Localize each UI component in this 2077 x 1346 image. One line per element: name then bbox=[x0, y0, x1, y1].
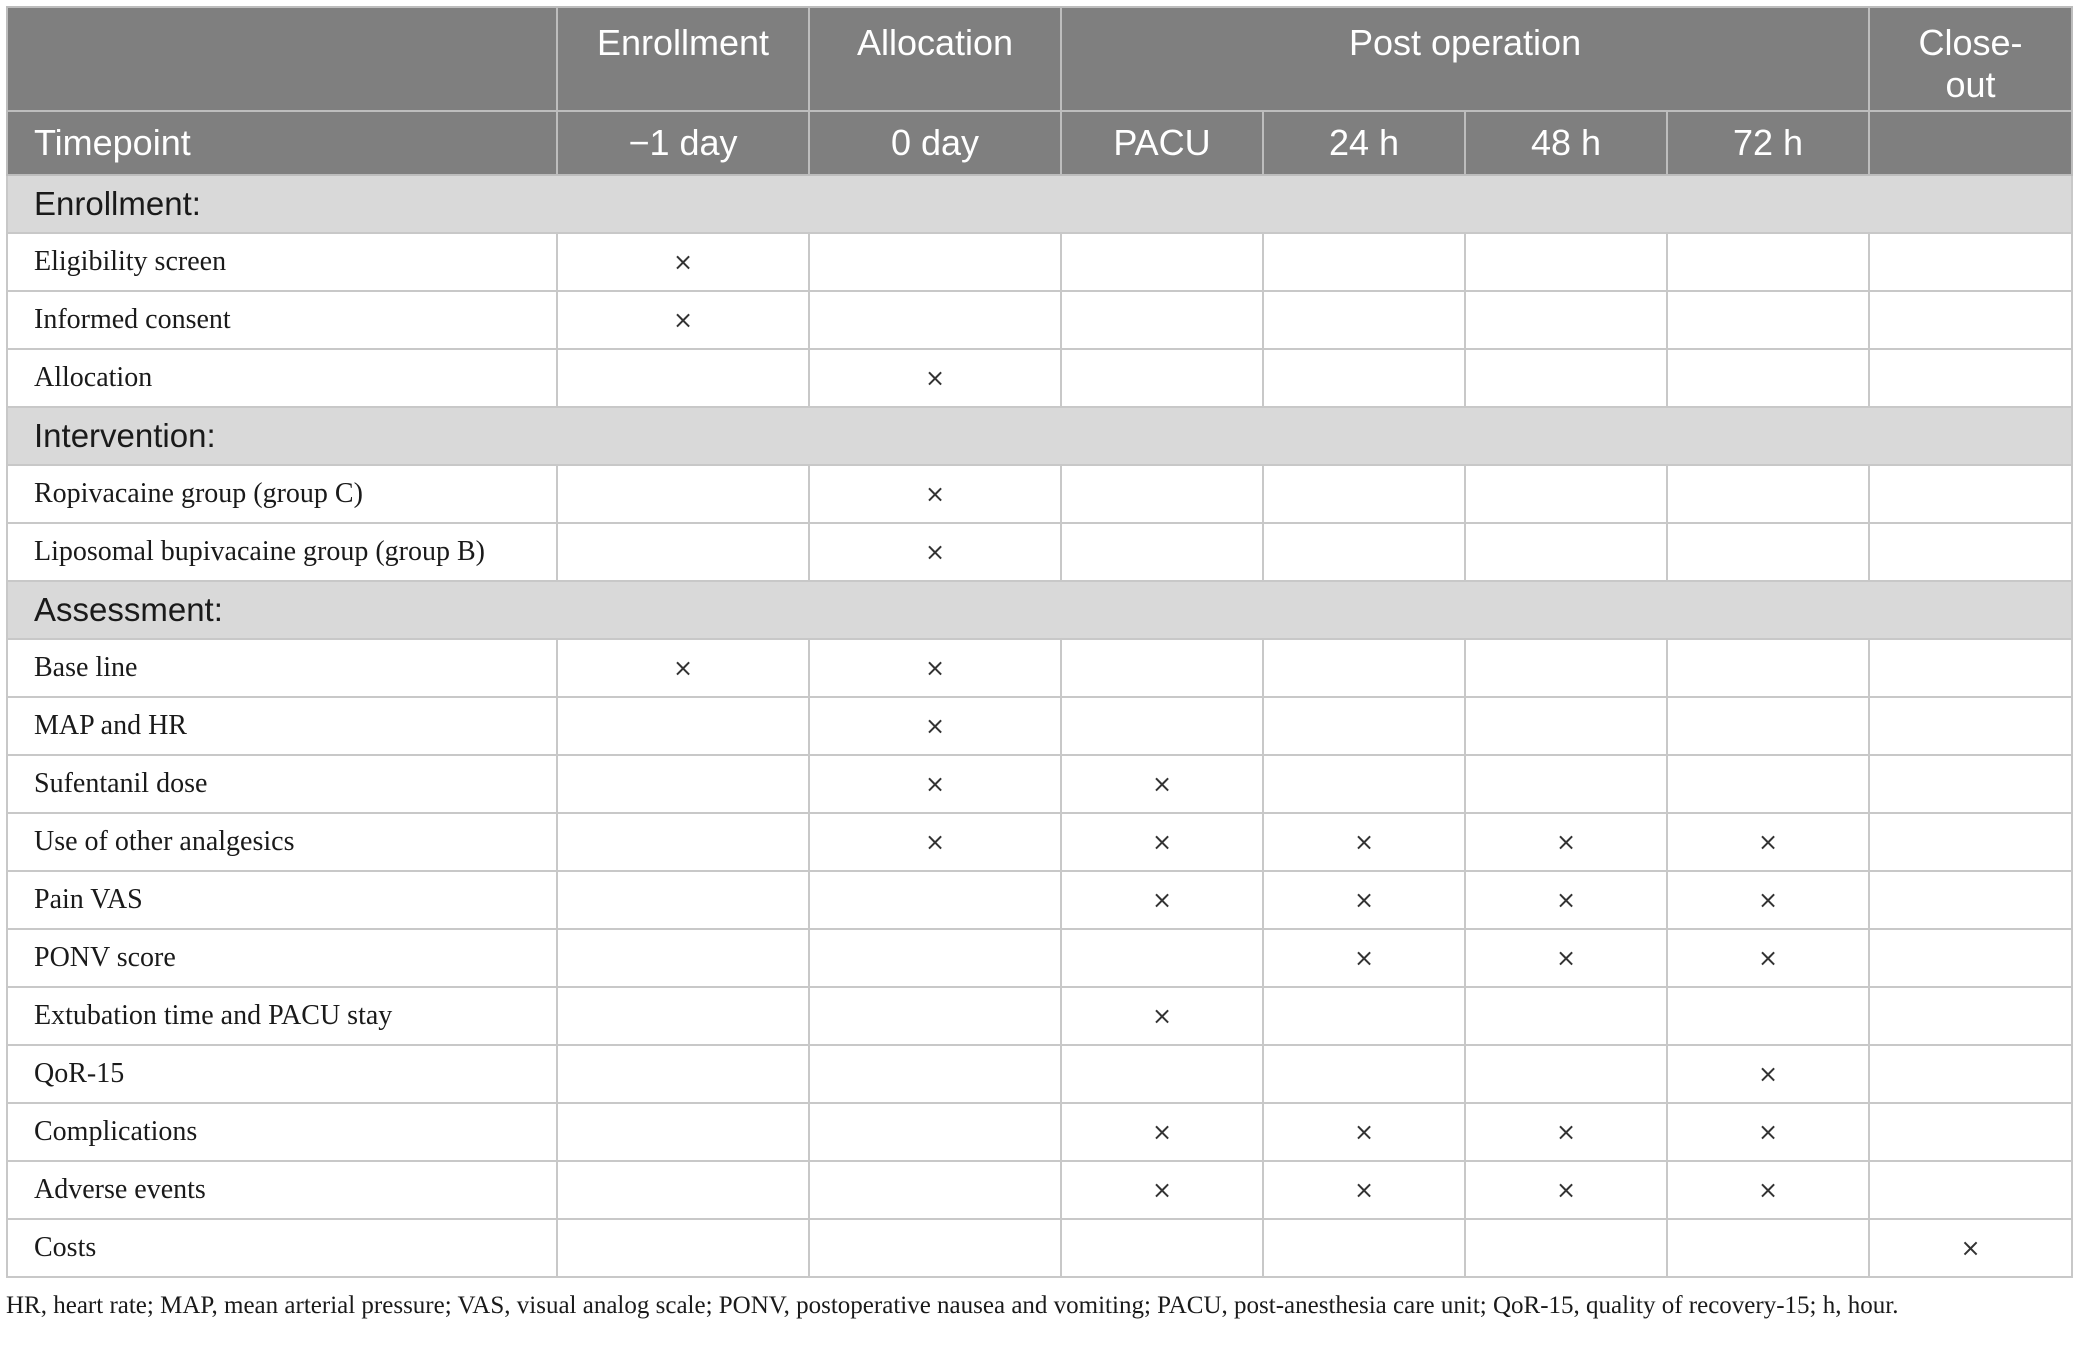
schedule-body bbox=[7, 175, 2072, 1277]
empty-cell bbox=[1869, 929, 2072, 987]
check-mark-cell: × bbox=[1263, 1161, 1465, 1219]
empty-cell bbox=[1263, 639, 1465, 697]
empty-cell bbox=[1667, 697, 1869, 755]
empty-cell bbox=[557, 1045, 809, 1103]
header-phase-cell: Allocation bbox=[809, 7, 1061, 111]
empty-cell bbox=[1465, 697, 1667, 755]
timepoint-cell: 48 h bbox=[1465, 111, 1667, 175]
empty-cell bbox=[557, 697, 809, 755]
empty-cell bbox=[1061, 233, 1263, 291]
empty-cell bbox=[1869, 1161, 2072, 1219]
empty-cell bbox=[1869, 291, 2072, 349]
empty-cell bbox=[1263, 1219, 1465, 1277]
row-label: Costs bbox=[7, 1219, 557, 1277]
check-mark-cell: × bbox=[809, 523, 1061, 581]
empty-cell bbox=[1667, 987, 1869, 1045]
check-mark-cell: × bbox=[1465, 1161, 1667, 1219]
empty-cell bbox=[557, 755, 809, 813]
empty-cell bbox=[809, 871, 1061, 929]
timepoint-cell: −1 day bbox=[557, 111, 809, 175]
check-mark-cell: × bbox=[1465, 929, 1667, 987]
empty-cell bbox=[1869, 871, 2072, 929]
header-phase-cell bbox=[7, 7, 557, 111]
timepoint-cell bbox=[1869, 111, 2072, 175]
header-phase-cell: Close- out bbox=[1869, 7, 2072, 111]
empty-cell bbox=[1667, 465, 1869, 523]
empty-cell bbox=[1263, 697, 1465, 755]
empty-cell bbox=[557, 465, 809, 523]
empty-cell bbox=[1465, 1219, 1667, 1277]
row-label: QoR-15 bbox=[7, 1045, 557, 1103]
row-label: Allocation bbox=[7, 349, 557, 407]
row-label: Eligibility screen bbox=[7, 233, 557, 291]
check-mark-cell: × bbox=[1667, 929, 1869, 987]
check-mark-cell: × bbox=[1667, 871, 1869, 929]
section-row bbox=[7, 407, 2072, 465]
table-row bbox=[7, 813, 2072, 871]
check-mark-cell: × bbox=[1667, 813, 1869, 871]
schedule-table bbox=[6, 6, 2073, 1278]
check-mark-cell: × bbox=[1061, 1161, 1263, 1219]
empty-cell bbox=[1869, 349, 2072, 407]
empty-cell bbox=[1869, 233, 2072, 291]
check-mark-cell: × bbox=[557, 639, 809, 697]
row-label: Complications bbox=[7, 1103, 557, 1161]
check-mark-cell: × bbox=[809, 813, 1061, 871]
header-phase-cell: Enrollment bbox=[557, 7, 809, 111]
empty-cell bbox=[1061, 523, 1263, 581]
empty-cell bbox=[1465, 465, 1667, 523]
table-row bbox=[7, 1161, 2072, 1219]
table-row bbox=[7, 1103, 2072, 1161]
row-label: Adverse events bbox=[7, 1161, 557, 1219]
empty-cell bbox=[1061, 349, 1263, 407]
table-row bbox=[7, 291, 2072, 349]
empty-cell bbox=[1869, 1045, 2072, 1103]
empty-cell bbox=[1667, 755, 1869, 813]
empty-cell bbox=[1465, 1045, 1667, 1103]
check-mark-cell: × bbox=[1465, 813, 1667, 871]
row-label: MAP and HR bbox=[7, 697, 557, 755]
empty-cell bbox=[809, 291, 1061, 349]
header-timepoint-row bbox=[7, 111, 2072, 175]
empty-cell bbox=[557, 1219, 809, 1277]
check-mark-cell: × bbox=[1061, 871, 1263, 929]
check-mark-cell: × bbox=[1869, 1219, 2072, 1277]
empty-cell bbox=[809, 233, 1061, 291]
table-row bbox=[7, 349, 2072, 407]
empty-cell bbox=[1061, 291, 1263, 349]
empty-cell bbox=[809, 1161, 1061, 1219]
table-row bbox=[7, 233, 2072, 291]
empty-cell bbox=[1465, 291, 1667, 349]
empty-cell bbox=[1869, 987, 2072, 1045]
empty-cell bbox=[1465, 639, 1667, 697]
check-mark-cell: × bbox=[809, 755, 1061, 813]
check-mark-cell: × bbox=[1667, 1103, 1869, 1161]
empty-cell bbox=[1263, 755, 1465, 813]
empty-cell bbox=[1869, 1103, 2072, 1161]
row-label: Extubation time and PACU stay bbox=[7, 987, 557, 1045]
empty-cell bbox=[557, 1103, 809, 1161]
empty-cell bbox=[1263, 987, 1465, 1045]
table-row bbox=[7, 639, 2072, 697]
empty-cell bbox=[1465, 755, 1667, 813]
empty-cell bbox=[1869, 523, 2072, 581]
empty-cell bbox=[1061, 465, 1263, 523]
empty-cell bbox=[557, 813, 809, 871]
check-mark-cell: × bbox=[1061, 755, 1263, 813]
empty-cell bbox=[1263, 349, 1465, 407]
empty-cell bbox=[1667, 291, 1869, 349]
check-mark-cell: × bbox=[1465, 871, 1667, 929]
section-title: Intervention: bbox=[7, 407, 2072, 465]
table-row bbox=[7, 871, 2072, 929]
empty-cell bbox=[1667, 233, 1869, 291]
empty-cell bbox=[1869, 639, 2072, 697]
row-label: Pain VAS bbox=[7, 871, 557, 929]
table-row bbox=[7, 929, 2072, 987]
row-label: Informed consent bbox=[7, 291, 557, 349]
schedule-page bbox=[6, 6, 2071, 1320]
empty-cell bbox=[1869, 697, 2072, 755]
check-mark-cell: × bbox=[809, 465, 1061, 523]
empty-cell bbox=[557, 987, 809, 1045]
timepoint-cell: 24 h bbox=[1263, 111, 1465, 175]
timepoint-cell: 72 h bbox=[1667, 111, 1869, 175]
empty-cell bbox=[557, 349, 809, 407]
empty-cell bbox=[1869, 465, 2072, 523]
empty-cell bbox=[1869, 755, 2072, 813]
empty-cell bbox=[1061, 639, 1263, 697]
empty-cell bbox=[1061, 1045, 1263, 1103]
timepoint-cell: 0 day bbox=[809, 111, 1061, 175]
empty-cell bbox=[1263, 523, 1465, 581]
empty-cell bbox=[809, 1103, 1061, 1161]
check-mark-cell: × bbox=[557, 291, 809, 349]
empty-cell bbox=[557, 523, 809, 581]
table-row bbox=[7, 465, 2072, 523]
check-mark-cell: × bbox=[1465, 1103, 1667, 1161]
empty-cell bbox=[557, 1161, 809, 1219]
empty-cell bbox=[1263, 1045, 1465, 1103]
check-mark-cell: × bbox=[1667, 1045, 1869, 1103]
row-label: Liposomal bupivacaine group (group B) bbox=[7, 523, 557, 581]
row-label: Use of other analgesics bbox=[7, 813, 557, 871]
empty-cell bbox=[1869, 813, 2072, 871]
empty-cell bbox=[1263, 465, 1465, 523]
empty-cell bbox=[809, 1219, 1061, 1277]
empty-cell bbox=[1465, 523, 1667, 581]
section-title: Enrollment: bbox=[7, 175, 2072, 233]
empty-cell bbox=[1465, 349, 1667, 407]
timepoint-label: Timepoint bbox=[7, 111, 557, 175]
empty-cell bbox=[557, 871, 809, 929]
check-mark-cell: × bbox=[809, 697, 1061, 755]
table-row bbox=[7, 523, 2072, 581]
table-row bbox=[7, 755, 2072, 813]
row-label: Sufentanil dose bbox=[7, 755, 557, 813]
table-row bbox=[7, 697, 2072, 755]
empty-cell bbox=[1667, 349, 1869, 407]
check-mark-cell: × bbox=[1263, 1103, 1465, 1161]
empty-cell bbox=[809, 1045, 1061, 1103]
row-label: PONV score bbox=[7, 929, 557, 987]
check-mark-cell: × bbox=[809, 349, 1061, 407]
check-mark-cell: × bbox=[557, 233, 809, 291]
check-mark-cell: × bbox=[1061, 987, 1263, 1045]
table-row bbox=[7, 1045, 2072, 1103]
section-row bbox=[7, 581, 2072, 639]
empty-cell bbox=[1061, 697, 1263, 755]
section-row bbox=[7, 175, 2072, 233]
table-row bbox=[7, 987, 2072, 1045]
section-title: Assessment: bbox=[7, 581, 2072, 639]
empty-cell bbox=[1263, 291, 1465, 349]
empty-cell bbox=[1061, 1219, 1263, 1277]
empty-cell bbox=[809, 929, 1061, 987]
empty-cell bbox=[1667, 639, 1869, 697]
check-mark-cell: × bbox=[1061, 1103, 1263, 1161]
check-mark-cell: × bbox=[1263, 929, 1465, 987]
row-label: Base line bbox=[7, 639, 557, 697]
header-phase-cell: Post operation bbox=[1061, 7, 1869, 111]
check-mark-cell: × bbox=[1263, 871, 1465, 929]
empty-cell bbox=[1263, 233, 1465, 291]
check-mark-cell: × bbox=[1263, 813, 1465, 871]
empty-cell bbox=[809, 987, 1061, 1045]
check-mark-cell: × bbox=[809, 639, 1061, 697]
empty-cell bbox=[557, 929, 809, 987]
empty-cell bbox=[1061, 929, 1263, 987]
check-mark-cell: × bbox=[1667, 1161, 1869, 1219]
table-row bbox=[7, 1219, 2072, 1277]
header-phase-row bbox=[7, 7, 2072, 111]
table-footnote: HR, heart rate; MAP, mean arterial pressure; VAS, visual analog scale; PONV, postoperative nausea and vomiting; PACU, post-anesthesia care unit; QoR-15, quality of recovery-15; h, hour. bbox=[6, 1292, 1899, 1319]
check-mark-cell: × bbox=[1061, 813, 1263, 871]
empty-cell bbox=[1465, 233, 1667, 291]
empty-cell bbox=[1667, 1219, 1869, 1277]
empty-cell bbox=[1465, 987, 1667, 1045]
row-label: Ropivacaine group (group C) bbox=[7, 465, 557, 523]
empty-cell bbox=[1667, 523, 1869, 581]
timepoint-cell: PACU bbox=[1061, 111, 1263, 175]
